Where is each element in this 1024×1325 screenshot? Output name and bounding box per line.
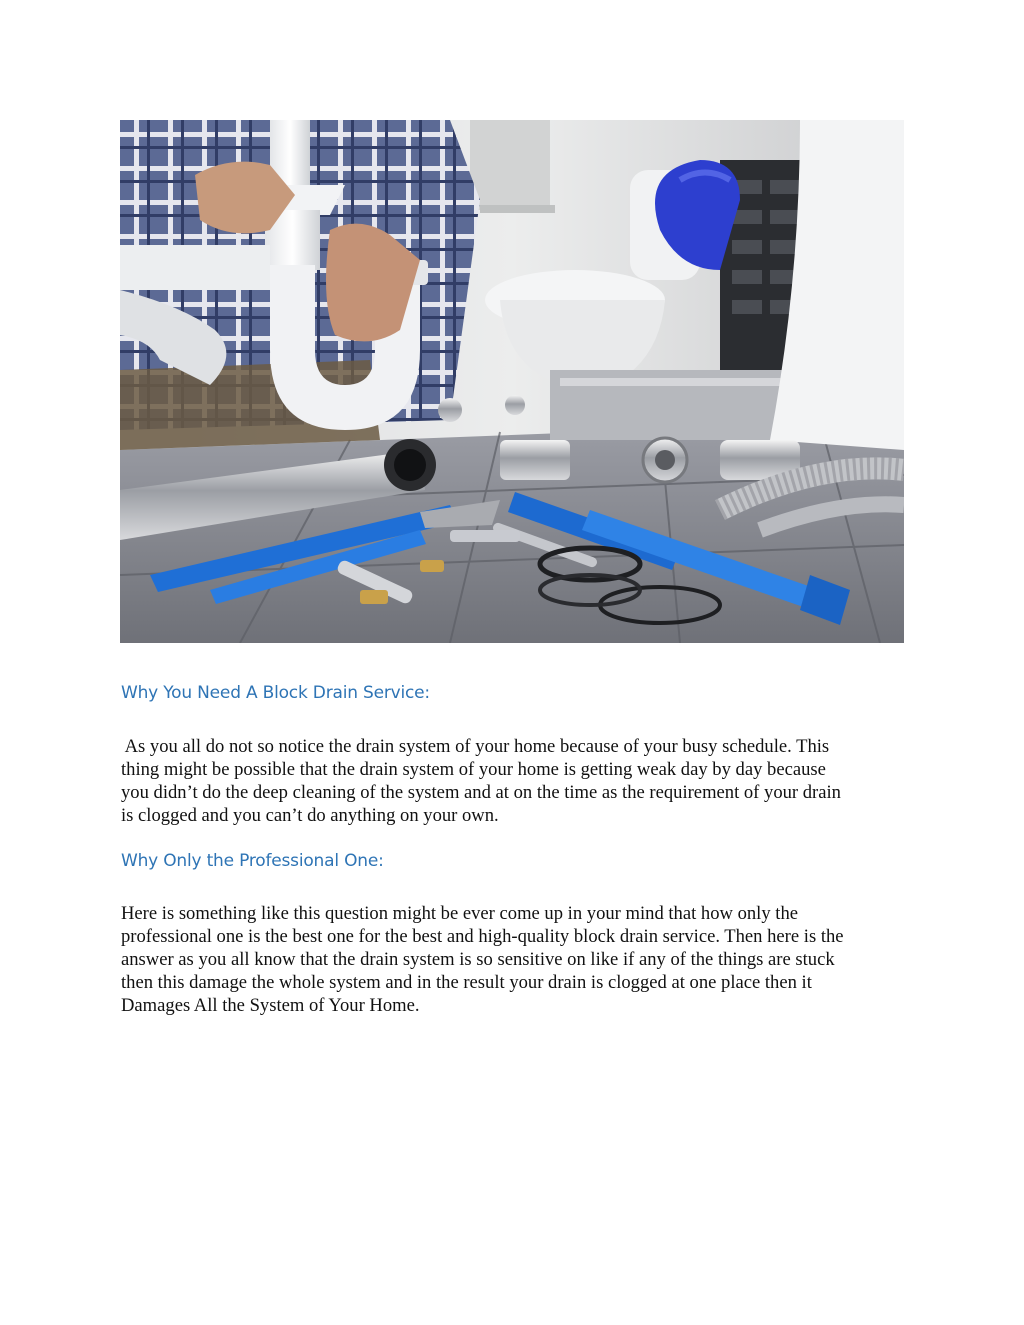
paragraph-line: Here is something like this question might be ever come up in your mind that how only the xyxy=(121,903,799,924)
plumbing-tools-photo xyxy=(120,120,904,643)
paragraph-line: then this damage the whole system and in the result your drain is clogged at one place then it xyxy=(121,972,812,993)
paragraph-line: Damages All the System of Your Home. xyxy=(121,995,420,1016)
section-heading-professional: Why Only the Professional One: xyxy=(121,851,384,871)
paragraph-line: is clogged and you can’t do anything on your own. xyxy=(121,805,499,826)
section-paragraph-block-drain xyxy=(121,735,911,827)
paragraph-line: As you all do not so notice the drain system of your home because of your busy schedule. This xyxy=(121,736,830,757)
paragraph-line: thing might be possible that the drain system of your home is getting weak day by day because xyxy=(121,759,826,780)
paragraph-line: you didn’t do the deep cleaning of the system and at on the time as the requirement of your drain xyxy=(121,782,841,803)
paragraph-line: answer as you all know that the drain system is so sensitive on like if any of the things are stuck xyxy=(121,949,835,970)
section-heading-block-drain: Why You Need A Block Drain Service: xyxy=(121,683,430,703)
paragraph-line: professional one is the best one for the best and high-quality block drain service. Then here is the xyxy=(121,926,844,947)
section-paragraph-professional xyxy=(121,902,911,1017)
